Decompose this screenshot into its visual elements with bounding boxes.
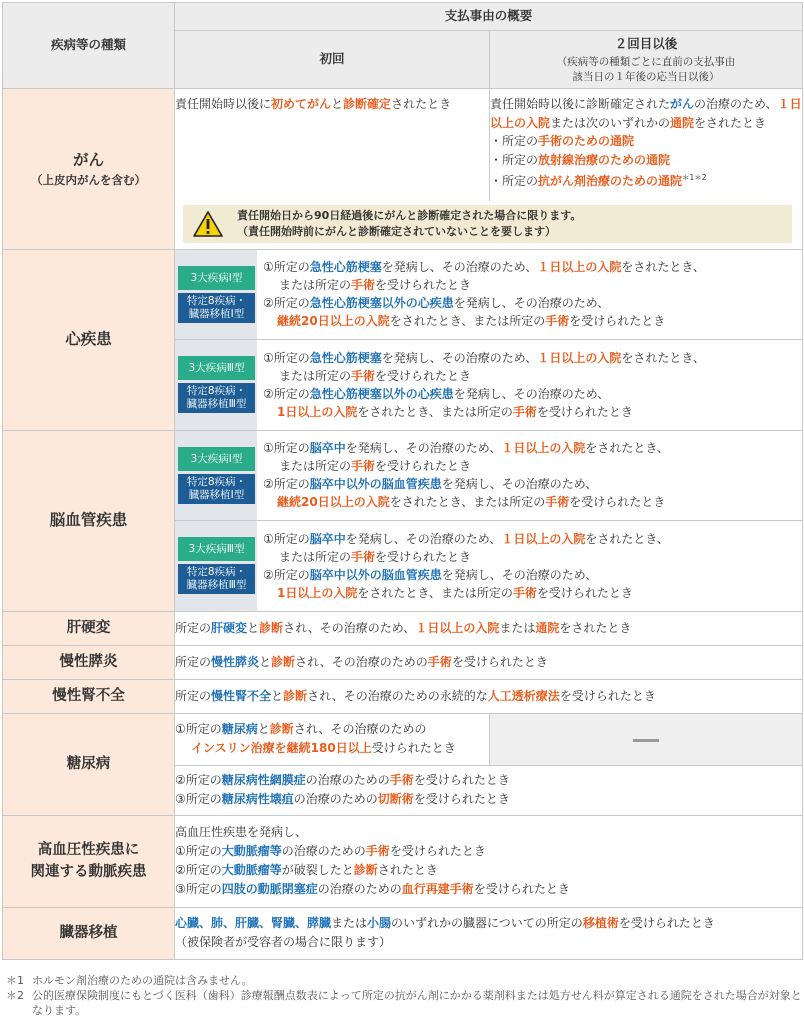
cancer-note: 責任開始日から90日経過後にがんと診断確定された場合に限ります。 （責任開始時前にがんと診断確定されていないことを要します） — [183, 205, 792, 243]
disease-diabetes: 糖尿病 — [3, 713, 175, 815]
cerebro-type3-condition: ①所定の脳卒中を発病し、その治療のため、１日以上の入院をされたとき、 または所定の手術を受けられたとき ②所定の脳卒中以外の脳血管疾患を発病し、その治療のため、 1日以上の入院をされたとき、または所定の手術を受けられたとき — [257, 521, 802, 611]
cancer-first-condition: 責任開始時以後に初めてがんと診断確定されたとき — [175, 89, 490, 201]
tag-type3-b: 特定8疾病・ 臓器移植Ⅲ型 — [178, 383, 255, 413]
diabetes-condition-1: ①所定の糖尿病と診断され、その治療のための インスリン治療を継続180日以上受けられたとき — [175, 713, 490, 765]
tag-type1: 3大疾病Ⅰ型 — [178, 266, 255, 290]
tag-type3-b: 特定8疾病・ 臓器移植Ⅲ型 — [178, 564, 255, 594]
benefit-table — [2, 2, 803, 960]
tag-type1-b: 特定8疾病・ 臓器移植Ⅰ型 — [178, 474, 255, 504]
tag-type1-b: 特定8疾病・ 臓器移植Ⅰ型 — [178, 293, 255, 323]
disease-liver: 肝硬変 — [3, 611, 175, 645]
heart-type3-condition: ①所定の急性心筋梗塞を発病し、その治療のため、１日以上の入院をされたとき、 または所定の手術を受けられたとき ②所定の急性心筋梗塞以外の心疾患を発病し、その治療のため、 1日以上の入院をされたとき、または所定の手術を受けられたとき — [257, 340, 802, 430]
disease-cancer: がん （上皮内がんを含む） — [3, 89, 175, 250]
hypertension-condition: 高血圧性疾患を発病し、 ①所定の大動脈瘤等の治療のための手術を受けられたとき ②所定の大動脈瘤等が破裂したと診断されたとき ③所定の四肢の動脈閉塞症の治療のための血行再建手術を受けられたとき — [175, 815, 803, 907]
heart-type1-condition: ①所定の急性心筋梗塞を発病し、その治療のため、１日以上の入院をされたとき、 または所定の手術を受けられたとき ②所定の急性心筋梗塞以外の心疾患を発病し、その治療のため、 継続20日以上の入院をされたとき、または所定の手術を受けられたとき — [263, 260, 705, 329]
disease-transplant: 臓器移植 — [3, 907, 175, 959]
tag-type3: 3大疾病Ⅲ型 — [178, 356, 255, 380]
dash-mark — [633, 739, 659, 742]
heart-conditions — [175, 249, 803, 430]
liver-condition: 所定の肝硬変と診断され、その治療のため、１日以上の入院または通院をされたとき — [175, 611, 803, 645]
disease-renal: 慢性腎不全 — [3, 679, 175, 713]
renal-condition: 所定の慢性腎不全と診断され、その治療のための永続的な人工透析療法を受けられたとき — [175, 679, 803, 713]
diabetes-condition-2-3: ②所定の糖尿病性網膜症の治療のための手術を受けられたとき ③所定の糖尿病性壊疽の治療のための切断術を受けられたとき — [175, 765, 803, 815]
tag-type3: 3大疾病Ⅲ型 — [178, 537, 255, 561]
cerebro-conditions — [175, 430, 803, 611]
tag-type1: 3大疾病Ⅰ型 — [178, 447, 255, 471]
cancer-note-cell — [175, 201, 803, 250]
pancreatitis-condition: 所定の慢性膵炎と診断され、その治療のための手術を受けられたとき — [175, 645, 803, 679]
header-payment-overview: 支払事由の概要 — [175, 3, 803, 31]
disease-pancreatitis: 慢性膵炎 — [3, 645, 175, 679]
disease-hypertension: 高血圧性疾患に 関連する動脈疾患 — [3, 815, 175, 907]
header-second: ２回目以後 （疾病等の種類ごとに直前の支払事由 該当日の１年後の応当日以後） — [490, 31, 803, 89]
diabetes-second-empty — [490, 713, 803, 765]
disease-heart: 心疾患 — [3, 249, 175, 430]
cerebro-type1-condition: ①所定の脳卒中を発病し、その治療のため、１日以上の入院をされたとき、 または所定の手術を受けられたとき ②所定の脳卒中以外の脳血管疾患を発病し、その治療のため、 継続20日以上の入院をされたとき、または所定の手術を受けられたとき — [263, 441, 669, 510]
disease-cerebrovascular: 脳血管疾患 — [3, 430, 175, 611]
warning-icon — [193, 211, 223, 237]
cancer-second-condition: 責任開始時以後に診断確定されたがんの治療のため、１日以上の入院または次のいずれかの通院をされたとき ・所定の手術のための通院 ・所定の放射線治療のための通院 ・所定の抗がん剤治療のための通院$^{*1*2}$ — [490, 89, 803, 201]
transplant-condition: 心臓、肺、肝臓、腎臓、膵臓または小腸のいずれかの臓器についての所定の移植術を受けられたとき （被保険者が受容者の場合に限ります） — [175, 907, 803, 959]
footnote-1: ＊1 ホルモン剤治療のための通院は含みません。 — [6, 974, 253, 987]
header-first: 初回 — [175, 31, 490, 89]
header-disease-type: 疾病等の種類 — [3, 3, 175, 89]
footnote-2: ＊2 公的医療保険制度にもとづく医科（歯科）診療報酬点数表によって所定の抗がん剤にかかる薬剤料または処方せん料が算定される通院をされた場合が対象となります。 — [6, 989, 802, 1017]
footnotes — [6, 973, 802, 1018]
